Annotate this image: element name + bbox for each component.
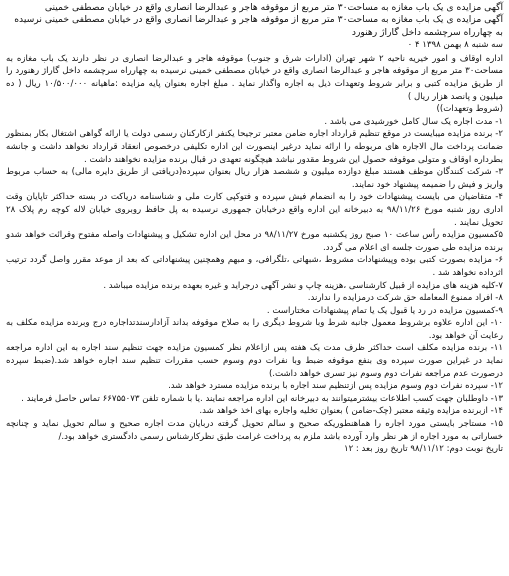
condition-item: ۶- مزایده بصورت کتبی بوده وپیشنهادات مشروط ،شبهاتی ،تلگرافی، و مبهم وهمچنین پیشنهاداتی که بعد از موعد مقرر واصل گردد ترتیب اثرداده نخواهد شد . xyxy=(6,255,503,278)
condition-item: ۱۱- برنده مزایده مکلف است حداکثر ظرف مدت یک هفته پس ازاعلام نظر کمسیون مزایده جهت تنظیم سند اجاره به این اداره مراجعه نماید در غیراین صورت سپرده وی بنفع موقوفه ضبط وبا نفرات دوم وسوم حسب مقررات تنظیم سند اجاره خواهد شد.(ضبط سپرده درصورت عدم مراجعه نفرات دوم وسوم نیز تسری خواهد داشت.) xyxy=(6,343,503,379)
notice-body xyxy=(6,53,503,456)
condition-item: ۱۵- مستاجر بایستی مورد اجاره را هماهنطوریکه صحیح و سالم تحویل گرفته دربایان مدت اجاره صحیح و سالم تحویل نماید و چنانچه خساراتی به مورد اجاره از هر نظر وارد آورده باشد ملزم به پرداخت غرامت طبق نظرکارشناس رسمی دادگستری خواهد بود./ xyxy=(6,419,503,442)
condition-item: ۴- متقاضیان می بایست پیشنهادات خود را به انضمام فیش سپرده و فتوکپی کارت ملی و شناسنامه دریاکت در بسته حداکثر تاپایان وقت اداری روز شنبه مورخ ۹۸/۱۱/۲۶ به دبیرخانه این اداره واقع درخیابان جمهوری نرسیده به پل حافظ روبروی خیابان لاله کوچه رم پلاک ۲۸ تحویل نمایند . xyxy=(6,192,504,228)
condition-item: ۱۲- سپرده نفرات دوم وسوم مزایده پس ازتنظیم سند اجاره با برنده مزایده مسترد خواهد شد. xyxy=(168,381,503,392)
condition-item: ۳- شرکت کنندگان موظف هستند مبلغ دوازده میلیون و ششصد هزار ریال بعنوان سپرده(دریافتی از طریق دایره مالی) به حساب مربوط واریز و فیش را ضمیمه پیشنهاد خود نمایند. xyxy=(6,167,503,190)
notice-dates-line: تاریخ نوبت دوم: ۹۸/۱۱/۱۲ تاریخ روز بعد : ۱۲ xyxy=(343,444,503,455)
condition-item: ۸- افراد ممنوع المعامله حق شرکت درمزایده را ندارند. xyxy=(307,293,503,304)
intro-paragraph: اداره اوقاف و امور خیریه ناحیه ۲ شهر تهران (ادارات شرق و جنوب) موقوفه هاجر و عبدالرضا انصاری در نظر دارند یک باب مغازه به مساحت۳۰ متر مربع از موقوفه هاجر و عبدالرضا انصاری واقع در خیابان مصطفی خمینی نرسیده به چهارراه سرچشمه داخل گاراژ رهنورد را از طریق مزایده کتبی و برابر شروط وتعهدات ذیل به اجاره واگذار نماید . مبلغ اجاره بعنوان پایه مزایده :ماهیانه ۱۰/۵۰۰/۰۰۰ ریال ( ده میلیون و پانصد هزار ریال ) xyxy=(6,53,503,102)
condition-item: ۹-کمسیون مزایده در رد یا قبول یک یا تمام پیشنهادات مختاراست . xyxy=(266,305,503,316)
conditions-heading: (شروط وتعهدات)) xyxy=(436,104,503,115)
condition-item: ۲- برنده مزایده میبایست در موقع تنظیم قرارداد اجاره ضامن معتبر ترجیحا یکنفر ازکارکنان رسمی دولت یا ارائه گواهی اشتغال بکار بمنظور ضمانت پرداخت مال الاجاره های مربوطه را ارائه نماید درغیر اینصورت این اداره تکلیفی درخصوص انعقاد قرارداد نخواهد داشت و جانشه بطرداره اوقاف و متولی موقوفه حصول این شروط مقدور نباشد هیچگونه تعهدی در قبال برنده مزایده نخواهند داشت . xyxy=(6,129,503,165)
publish-date: سه شنبه ۸ بهمن ۱۳۹۸ ۴ ۰ xyxy=(407,40,503,51)
condition-item: ۱۳- داوطلبان جهت کسب اطلاعات بیشترمیتوانند به دبیرخانه این اداره مراجعه نمایند .یا با شماره تلفن ۶۶۷۵۵۰۷۳ تماس حاصل فرمایند . xyxy=(21,393,503,404)
condition-item: ۱۴- ازبرنده مزایده وثیقه معتبر (چک-ضامن ) بعنوان تخلیه واجاره بهای اخذ خواهد شد. xyxy=(199,406,503,417)
notice-title-full: آگهی مزایده ی یک باب مغازه به مساحت۳۰ متر مربع از موقوفه هاجر و عبدالرضا انصاری واقع در خیابان مصطفی خمینی نرسیده به چهارراه سرچشمه داخل گاراژ رهنورد xyxy=(14,14,503,38)
condition-item: ۷-کلیه هزینه های مزایده از قبیل کارشناسی ،هزینه چاپ و نشر آگهی درجراید و غیره بعهده برنده مزایده میباشد . xyxy=(103,280,503,291)
conditions-list xyxy=(6,116,503,456)
notice-title: آگهی مزایده ی یک باب مغازه به مساحت۳۰ متر مربع از موقوفه هاجر و عبدالرضا انصاری واقع در خیابان مصطفی خمینی xyxy=(44,2,503,13)
condition-item: ۵کمسیون مزایده رأس ساعت ۱۰ صبح روز یکشنبه مورخ ۹۸/۱۱/۲۷ در محل این اداره تشکیل و پیشنهادات واصله مفتوح وقرائت خواهد شدو برنده مزایده طی صورت جلسه ای اعلام می گردد. xyxy=(6,230,503,253)
condition-item: ۱۰- این اداره علاوه برشروط معمول جانبه شرط وبا شروط دیگری را به صلاح موقوفه بداند آزادارسندتداجاره درج وبرنده مزایده مکلف به رعایت آن خواهد بود. xyxy=(6,318,503,341)
condition-item: ۱- مدت اجاره یک سال کامل خورشیدی می باشد . xyxy=(324,116,503,127)
